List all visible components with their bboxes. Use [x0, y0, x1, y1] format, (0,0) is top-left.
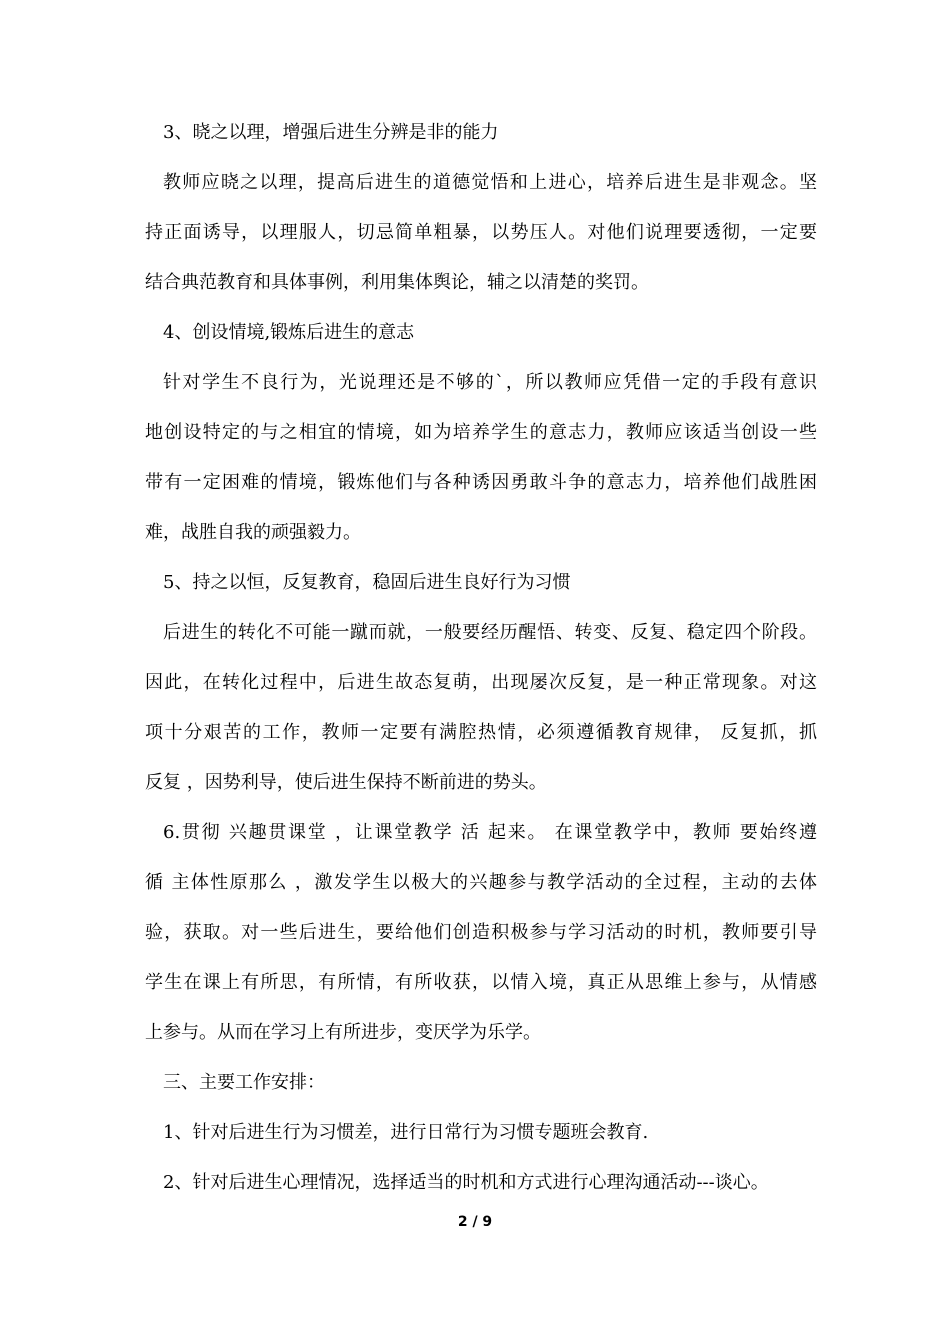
paragraph-line: 结合典范教育和具体事例，利用集体舆论，辅之以清楚的奖罚。: [145, 272, 649, 293]
paragraph-line: 反复 ，因势利导，使后进生保持不断前进的势头。: [145, 772, 547, 793]
paragraph-line: 后进生的转化不可能一蹴而就，一般要经历醒悟、转变、反复、稳定四个阶段。: [163, 622, 817, 643]
paragraph-line: 因此，在转化过程中，后进生故态复萌，出现屡次反复，是一种正常现象。对这: [145, 672, 817, 693]
page-indicator: 2 / 9: [457, 1214, 493, 1230]
document-body: [145, 108, 817, 1208]
paragraph-line: 教师应晓之以理，提高后进生的道德觉悟和上进心，培养后进生是非观念。坚: [163, 172, 817, 193]
paragraph-line: 地创设特定的与之相宜的情境，如为培养学生的意志力，教师应该适当创设一些: [145, 422, 817, 443]
section-heading-4: 4、创设情境,锻炼后进生的意志: [163, 322, 415, 343]
paragraph-line: 验，获取。对一些后进生，要给他们创造积极参与学习活动的时机，教师要引导: [145, 922, 817, 943]
paragraph-line: 循 主体性原那么 ，激发学生以极大的兴趣参与教学活动的全过程，主动的去体: [145, 872, 817, 893]
section-heading-6: 6.贯彻 兴趣贯课堂 ，让课堂教学 活 起来。 在课堂教学中，教师 要始终遵: [163, 822, 817, 843]
section-heading-work-plan: 三、主要工作安排：: [163, 1072, 325, 1093]
paragraph-line: 上参与。从而在学习上有所进步，变厌学为乐学。: [145, 1022, 541, 1043]
section-heading-5: 5、持之以恒，反复教育，稳固后进生良好行为习惯: [163, 572, 571, 593]
paragraph-line: 带有一定困难的情境，锻炼他们与各种诱因勇敢斗争的意志力，培养他们战胜困: [145, 472, 817, 493]
section-heading-3: 3、晓之以理，增强后进生分辨是非的能力: [163, 122, 499, 143]
paragraph-line: 难，战胜自我的顽强毅力。: [145, 522, 361, 543]
list-item: 1、针对后进生行为习惯差，进行日常行为习惯专题班会教育.: [163, 1122, 649, 1143]
list-item: 2、针对后进生心理情况，选择适当的时机和方式进行心理沟通活动---谈心。: [163, 1172, 769, 1193]
paragraph-line: 持正面诱导，以理服人，切忌简单粗暴，以势压人。对他们说理要透彻，一定要: [145, 222, 817, 243]
paragraph-line: 项十分艰苦的工作，教师一定要有满腔热情，必须遵循教育规律， 反复抓，抓: [145, 722, 817, 743]
paragraph-line: 学生在课上有所思，有所情，有所收获，以情入境，真正从思维上参与，从情感: [145, 972, 817, 993]
paragraph-line: 针对学生不良行为，光说理还是不够的`，所以教师应凭借一定的手段有意识: [163, 372, 817, 393]
